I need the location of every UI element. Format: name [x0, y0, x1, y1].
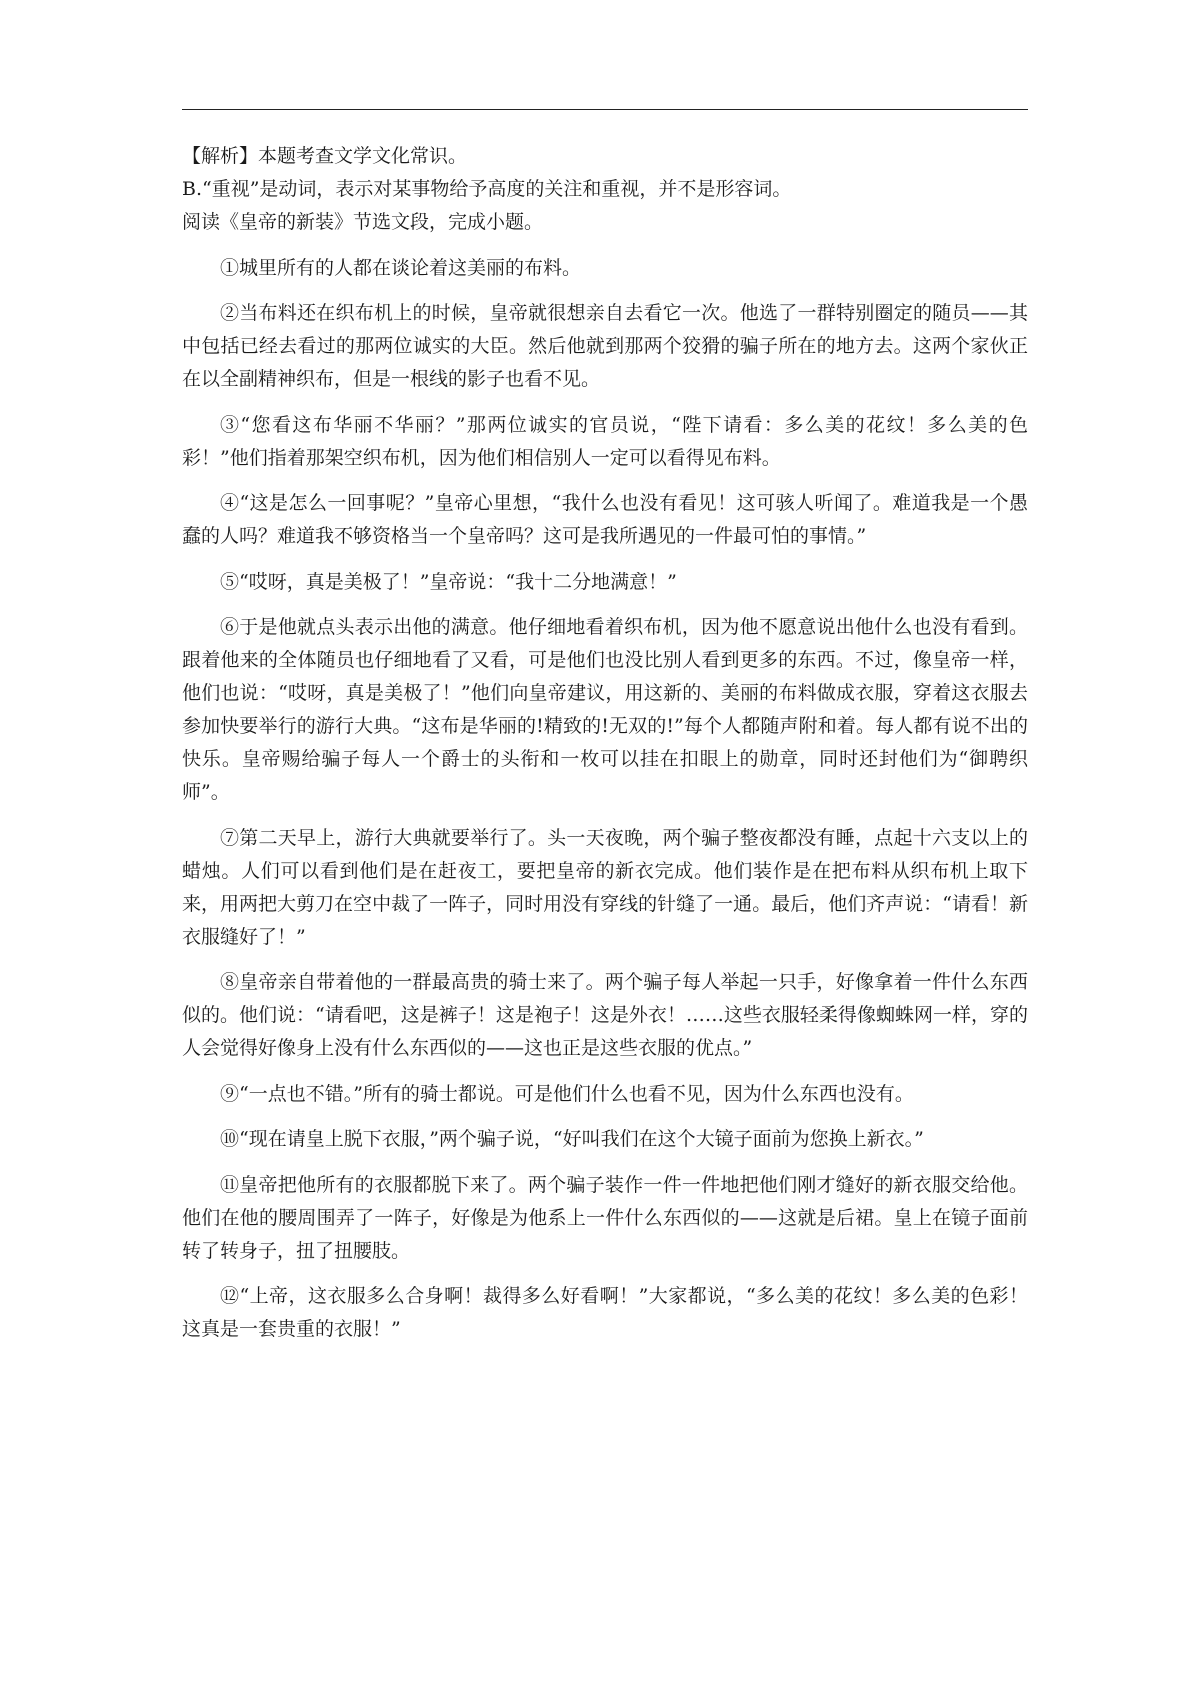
paragraph-10: ⑩“现在请皇上脱下衣服，”两个骗子说，“好叫我们在这个大镜子面前为您换上新衣。” [220, 1128, 924, 1150]
paragraph-8: ⑧皇帝亲自带着他的一群最高贵的骑士来了。两个骗子每人举起一只手，好像拿着一件什么东西似的。他们说：“请看吧，这是裤子！这是袍子！这是外衣！……这些衣服轻柔得像蜘蛛网一样，穿的人会觉得好像身上没有什么东西似的——这也正是这些衣服的优点。” [182, 971, 1028, 1059]
paragraph-6: ⑥于是他就点头表示出他的满意。他仔细地看着织布机，因为他不愿意说出他什么也没有看到。跟着他来的全体随员也仔细地看了又看，可是他们也没比别人看到更多的东西。不过，像皇帝一样，他们也说：“哎呀，真是美极了！”他们向皇帝建议，用这新的、美丽的布料做成衣服，穿着这衣服去参加快要举行的游行大典。“这布是华丽的!精致的!无双的!”每个人都随声附和着。每人都有说不出的快乐。皇帝赐给骗子每人一个爵士的头衔和一枚可以挂在扣眼上的勋章，同时还封他们为“御聘织师”。 [182, 616, 1028, 803]
header-rule [182, 109, 1028, 110]
paragraph-7: ⑦第二天早上，游行大典就要举行了。头一天夜晚，两个骗子整夜都没有睡，点起十六支以上的蜡烛。人们可以看到他们是在赶夜工，要把皇帝的新衣完成。他们装作是在把布料从织布机上取下来，用两把大剪刀在空中裁了一阵子，同时用没有穿线的针缝了一通。最后，他们齐声说：“请看！新衣服缝好了！” [182, 826, 1028, 948]
paragraph-4: ④“这是怎么一回事呢？”皇帝心里想，“我什么也没有看见！这可骇人听闻了。难道我是一个愚蠢的人吗？难道我不够资格当一个皇帝吗？这可是我所遇见的一件最可怕的事情。” [182, 492, 1028, 547]
analysis-option-b: B.“重视”是动词，表示对某事物给予高度的关注和重视，并不是形容词。 [182, 178, 792, 200]
paragraph-5: ⑤“哎呀，真是美极了！”皇帝说：“我十二分地满意！” [220, 570, 677, 593]
analysis-section [182, 140, 1028, 239]
paragraph-1: ①城里所有的人都在谈论着这美丽的布料。 [220, 256, 582, 279]
analysis-label: 【解析】本题考查文学文化常识。 [182, 145, 468, 167]
document-body [182, 140, 1028, 1359]
paragraph-9: ⑨“一点也不错。”所有的骑士都说。可是他们什么也看不见，因为什么东西也没有。 [220, 1082, 914, 1105]
reading-prompt: 阅读《皇帝的新装》节选文段，完成小题。 [182, 211, 544, 233]
paragraph-2: ②当布料还在织布机上的时候，皇帝就很想亲自去看它一次。他选了一群特别圈定的随员——其中包括已经去看过的那两位诚实的大臣。然后他就到那两个狡猾的骗子所在的地方去。这两个家伙正在以全副精神织布，但是一根线的影子也看不见。 [182, 302, 1028, 390]
paragraph-12: ⑫“上帝，这衣服多么合身啊！裁得多么好看啊！”大家都说，“多么美的花纹！多么美的色彩！这真是一套贵重的衣服！” [182, 1285, 1028, 1340]
paragraph-3: ③“您看这布华丽不华丽？”那两位诚实的官员说，“陛下请看：多么美的花纹！多么美的色彩！”他们指着那架空织布机，因为他们相信别人一定可以看得见布料。 [182, 413, 1028, 469]
paragraph-11: ⑪皇帝把他所有的衣服都脱下来了。两个骗子装作一件一件地把他们刚才缝好的新衣服交给他。他们在他的腰周围弄了一阵子，好像是为他系上一件什么东西似的——这就是后裙。皇上在镜子面前转了转身子，扭了扭腰肢。 [182, 1173, 1028, 1262]
